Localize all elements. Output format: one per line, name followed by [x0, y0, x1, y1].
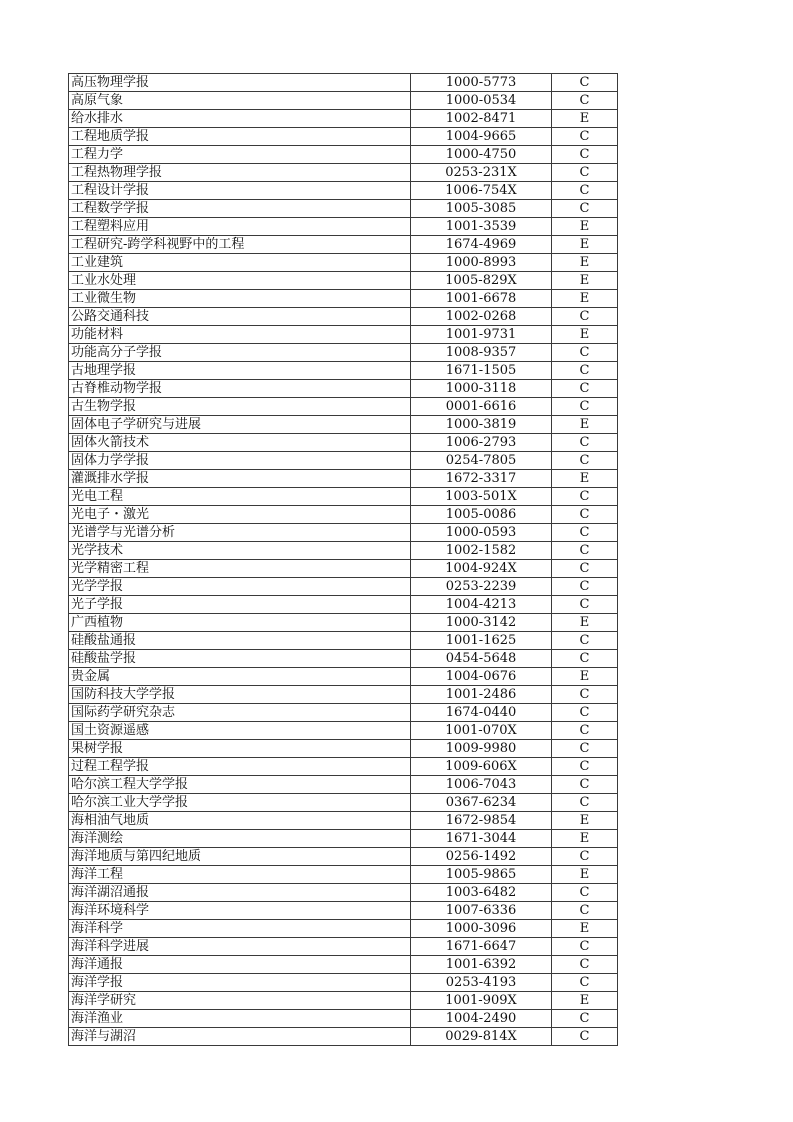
table-row	[69, 182, 618, 200]
journal-name-cell: 过程工程学报	[69, 758, 411, 776]
issn-cell: 1671-6647	[411, 938, 552, 956]
category-cell: C	[552, 128, 618, 146]
table-row	[69, 452, 618, 470]
journal-name-cell: 高原气象	[69, 92, 411, 110]
journal-name-cell: 海洋科学进展	[69, 938, 411, 956]
issn-cell: 1000-5773	[411, 74, 552, 92]
category-cell: C	[552, 974, 618, 992]
table-row	[69, 956, 618, 974]
table-row	[69, 236, 618, 254]
category-cell: C	[552, 596, 618, 614]
issn-cell: 1005-3085	[411, 200, 552, 218]
journal-name-cell: 果树学报	[69, 740, 411, 758]
category-cell: C	[552, 740, 618, 758]
table-row	[69, 794, 618, 812]
table-row	[69, 578, 618, 596]
journal-name-cell: 工业建筑	[69, 254, 411, 272]
table-row	[69, 722, 618, 740]
journal-name-cell: 工业微生物	[69, 290, 411, 308]
table-row	[69, 200, 618, 218]
issn-cell: 0256-1492	[411, 848, 552, 866]
issn-cell: 1005-829X	[411, 272, 552, 290]
journal-name-cell: 广西植物	[69, 614, 411, 632]
category-cell: C	[552, 92, 618, 110]
category-cell: C	[552, 578, 618, 596]
category-cell: C	[552, 776, 618, 794]
table-row	[69, 110, 618, 128]
table-row	[69, 902, 618, 920]
journal-name-cell: 工程地质学报	[69, 128, 411, 146]
issn-cell: 1000-4750	[411, 146, 552, 164]
journal-name-cell: 固体火箭技术	[69, 434, 411, 452]
issn-cell: 1002-0268	[411, 308, 552, 326]
category-cell: C	[552, 560, 618, 578]
category-cell: E	[552, 866, 618, 884]
category-cell: C	[552, 200, 618, 218]
category-cell: C	[552, 722, 618, 740]
issn-cell: 0253-2239	[411, 578, 552, 596]
table-row	[69, 416, 618, 434]
category-cell: C	[552, 686, 618, 704]
category-cell: E	[552, 416, 618, 434]
table-row	[69, 848, 618, 866]
journal-name-cell: 工程塑料应用	[69, 218, 411, 236]
category-cell: C	[552, 488, 618, 506]
table-row	[69, 1010, 618, 1028]
table-row	[69, 362, 618, 380]
journal-name-cell: 工程热物理学报	[69, 164, 411, 182]
table-row	[69, 488, 618, 506]
journal-name-cell: 固体电子学研究与进展	[69, 416, 411, 434]
category-cell: C	[552, 758, 618, 776]
issn-cell: 1002-1582	[411, 542, 552, 560]
issn-cell: 1009-606X	[411, 758, 552, 776]
issn-cell: 1004-9665	[411, 128, 552, 146]
issn-cell: 1001-9731	[411, 326, 552, 344]
table-row	[69, 668, 618, 686]
issn-cell: 1000-3118	[411, 380, 552, 398]
issn-cell: 1000-0593	[411, 524, 552, 542]
category-cell: E	[552, 290, 618, 308]
journal-name-cell: 海洋科学	[69, 920, 411, 938]
journal-name-cell: 给水排水	[69, 110, 411, 128]
category-cell: C	[552, 182, 618, 200]
journal-name-cell: 灌溉排水学报	[69, 470, 411, 488]
issn-cell: 1672-9854	[411, 812, 552, 830]
category-cell: C	[552, 524, 618, 542]
issn-cell: 1001-2486	[411, 686, 552, 704]
category-cell: E	[552, 668, 618, 686]
table-row	[69, 290, 618, 308]
table-row	[69, 686, 618, 704]
journal-name-cell: 光学精密工程	[69, 560, 411, 578]
issn-cell: 1001-909X	[411, 992, 552, 1010]
journal-name-cell: 海洋地质与第四纪地质	[69, 848, 411, 866]
issn-cell: 1003-501X	[411, 488, 552, 506]
journal-name-cell: 国防科技大学学报	[69, 686, 411, 704]
journal-name-cell: 海洋与湖沼	[69, 1028, 411, 1046]
table-row	[69, 326, 618, 344]
table-row	[69, 938, 618, 956]
category-cell: C	[552, 884, 618, 902]
journal-name-cell: 高压物理学报	[69, 74, 411, 92]
issn-cell: 1000-3096	[411, 920, 552, 938]
category-cell: C	[552, 938, 618, 956]
issn-cell: 1672-3317	[411, 470, 552, 488]
table-row	[69, 164, 618, 182]
issn-cell: 1004-4213	[411, 596, 552, 614]
table-row	[69, 398, 618, 416]
category-cell: C	[552, 704, 618, 722]
journal-name-cell: 海洋测绘	[69, 830, 411, 848]
table-row	[69, 974, 618, 992]
category-cell: C	[552, 146, 618, 164]
category-cell: C	[552, 506, 618, 524]
table-row	[69, 650, 618, 668]
issn-cell: 1006-2793	[411, 434, 552, 452]
table-row	[69, 776, 618, 794]
issn-cell: 1003-6482	[411, 884, 552, 902]
table-row	[69, 434, 618, 452]
category-cell: C	[552, 362, 618, 380]
category-cell: C	[552, 956, 618, 974]
journal-name-cell: 海洋通报	[69, 956, 411, 974]
category-cell: C	[552, 398, 618, 416]
journal-name-cell: 硅酸盐通报	[69, 632, 411, 650]
issn-cell: 0253-4193	[411, 974, 552, 992]
issn-cell: 1006-7043	[411, 776, 552, 794]
table-row	[69, 740, 618, 758]
table-row	[69, 272, 618, 290]
issn-cell: 1001-070X	[411, 722, 552, 740]
issn-cell: 1674-4969	[411, 236, 552, 254]
journal-name-cell: 工程设计学报	[69, 182, 411, 200]
category-cell: E	[552, 272, 618, 290]
issn-cell: 1008-9357	[411, 344, 552, 362]
table-row	[69, 506, 618, 524]
issn-cell: 0254-7805	[411, 452, 552, 470]
category-cell: E	[552, 992, 618, 1010]
category-cell: C	[552, 1028, 618, 1046]
category-cell: E	[552, 110, 618, 128]
table-row	[69, 704, 618, 722]
journal-name-cell: 工程力学	[69, 146, 411, 164]
issn-cell: 1000-3142	[411, 614, 552, 632]
table-row	[69, 542, 618, 560]
issn-cell: 1009-9980	[411, 740, 552, 758]
issn-cell: 1001-1625	[411, 632, 552, 650]
table-row	[69, 74, 618, 92]
table-row	[69, 884, 618, 902]
journal-name-cell: 贵金属	[69, 668, 411, 686]
issn-cell: 1006-754X	[411, 182, 552, 200]
category-cell: C	[552, 794, 618, 812]
journal-name-cell: 海相油气地质	[69, 812, 411, 830]
table-row	[69, 218, 618, 236]
journal-name-cell: 光电子・激光	[69, 506, 411, 524]
category-cell: C	[552, 164, 618, 182]
table-row	[69, 830, 618, 848]
journal-name-cell: 古地理学报	[69, 362, 411, 380]
issn-cell: 1000-8993	[411, 254, 552, 272]
journal-name-cell: 古脊椎动物学报	[69, 380, 411, 398]
table-row	[69, 560, 618, 578]
issn-cell: 1001-6392	[411, 956, 552, 974]
journal-name-cell: 海洋环境科学	[69, 902, 411, 920]
table-row	[69, 146, 618, 164]
table-row	[69, 524, 618, 542]
issn-cell: 1005-9865	[411, 866, 552, 884]
journal-name-cell: 光学技术	[69, 542, 411, 560]
journal-name-cell: 古生物学报	[69, 398, 411, 416]
table-row	[69, 758, 618, 776]
journal-name-cell: 光谱学与光谱分析	[69, 524, 411, 542]
issn-cell: 1004-2490	[411, 1010, 552, 1028]
issn-cell: 1671-3044	[411, 830, 552, 848]
journal-name-cell: 工业水处理	[69, 272, 411, 290]
issn-cell: 0001-6616	[411, 398, 552, 416]
journal-name-cell: 功能材料	[69, 326, 411, 344]
category-cell: E	[552, 614, 618, 632]
issn-cell: 1000-0534	[411, 92, 552, 110]
issn-cell: 1671-1505	[411, 362, 552, 380]
issn-cell: 1007-6336	[411, 902, 552, 920]
table-row	[69, 92, 618, 110]
journal-name-cell: 公路交通科技	[69, 308, 411, 326]
issn-cell: 0367-6234	[411, 794, 552, 812]
category-cell: E	[552, 254, 618, 272]
journal-name-cell: 哈尔滨工程大学学报	[69, 776, 411, 794]
table-row	[69, 614, 618, 632]
journal-name-cell: 硅酸盐学报	[69, 650, 411, 668]
category-cell: E	[552, 920, 618, 938]
issn-cell: 1001-6678	[411, 290, 552, 308]
table-row	[69, 344, 618, 362]
table-row	[69, 866, 618, 884]
journal-name-cell: 光子学报	[69, 596, 411, 614]
issn-cell: 1004-0676	[411, 668, 552, 686]
journal-name-cell: 海洋渔业	[69, 1010, 411, 1028]
category-cell: E	[552, 236, 618, 254]
journal-table	[68, 73, 618, 1046]
category-cell: E	[552, 218, 618, 236]
issn-cell: 1002-8471	[411, 110, 552, 128]
table-row	[69, 254, 618, 272]
category-cell: C	[552, 1010, 618, 1028]
table-row	[69, 470, 618, 488]
category-cell: E	[552, 470, 618, 488]
journal-name-cell: 工程数学学报	[69, 200, 411, 218]
table-row	[69, 380, 618, 398]
journal-name-cell: 光电工程	[69, 488, 411, 506]
issn-cell: 1005-0086	[411, 506, 552, 524]
journal-table-body	[69, 74, 618, 1046]
table-row	[69, 812, 618, 830]
issn-cell: 1001-3539	[411, 218, 552, 236]
category-cell: E	[552, 830, 618, 848]
issn-cell: 0454-5648	[411, 650, 552, 668]
table-row	[69, 128, 618, 146]
category-cell: C	[552, 380, 618, 398]
table-row	[69, 920, 618, 938]
journal-name-cell: 光学学报	[69, 578, 411, 596]
category-cell: C	[552, 902, 618, 920]
category-cell: C	[552, 434, 618, 452]
journal-name-cell: 工程研究-跨学科视野中的工程	[69, 236, 411, 254]
journal-name-cell: 国际药学研究杂志	[69, 704, 411, 722]
category-cell: C	[552, 542, 618, 560]
category-cell: E	[552, 812, 618, 830]
journal-name-cell: 海洋学研究	[69, 992, 411, 1010]
issn-cell: 1004-924X	[411, 560, 552, 578]
journal-name-cell: 海洋湖沼通报	[69, 884, 411, 902]
table-row	[69, 1028, 618, 1046]
table-row	[69, 632, 618, 650]
table-row	[69, 308, 618, 326]
issn-cell: 0253-231X	[411, 164, 552, 182]
journal-name-cell: 海洋学报	[69, 974, 411, 992]
table-row	[69, 992, 618, 1010]
issn-cell: 1674-0440	[411, 704, 552, 722]
category-cell: C	[552, 344, 618, 362]
category-cell: E	[552, 326, 618, 344]
journal-name-cell: 哈尔滨工业大学学报	[69, 794, 411, 812]
journal-name-cell: 海洋工程	[69, 866, 411, 884]
category-cell: C	[552, 452, 618, 470]
category-cell: C	[552, 308, 618, 326]
category-cell: C	[552, 74, 618, 92]
category-cell: C	[552, 650, 618, 668]
journal-name-cell: 功能高分子学报	[69, 344, 411, 362]
category-cell: C	[552, 632, 618, 650]
journal-name-cell: 国土资源遥感	[69, 722, 411, 740]
issn-cell: 0029-814X	[411, 1028, 552, 1046]
journal-name-cell: 固体力学学报	[69, 452, 411, 470]
issn-cell: 1000-3819	[411, 416, 552, 434]
category-cell: C	[552, 848, 618, 866]
table-row	[69, 596, 618, 614]
